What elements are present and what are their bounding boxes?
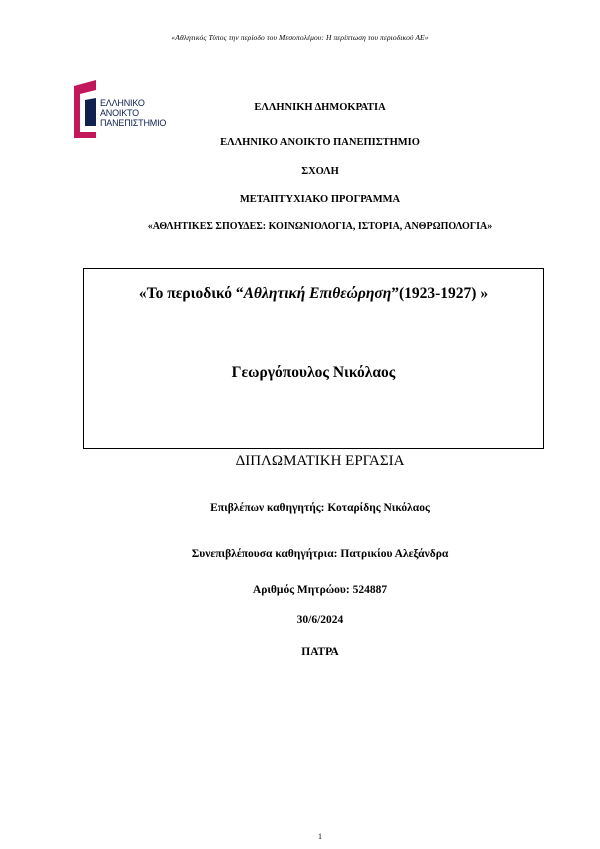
- co-supervisor: Συνεπιβλέπουσα καθηγήτρια: Πατρικίου Αλεξάνδρα: [191, 548, 449, 560]
- logo-line-2: ΑΝΟΙΚΤΟ: [100, 108, 139, 118]
- program-heading: ΜΕΤΑΠΤΥΧΙΑΚΟ ΠΡΟΓΡΑΜΜΑ: [239, 194, 401, 205]
- school-heading: ΣΧΟΛΗ: [301, 166, 339, 177]
- title-italic: Αθλητική Επιθεώρηση: [243, 285, 392, 302]
- logo-line-1: ΕΛΛΗΝΙΚΟ: [100, 98, 145, 108]
- thesis-title: [84, 285, 543, 303]
- page-number: 1: [318, 832, 322, 841]
- logo-line-3: ΠΑΝΕΠΙΣΤΗΜΙΟ: [100, 118, 167, 128]
- registration-number: Αριθμός Μητρώου: 524887: [252, 584, 388, 596]
- supervisor: Επιβλέπων καθηγητής: Κοταρίδης Νικόλαος: [210, 502, 430, 514]
- republic-heading: ΕΛΛΗΝΙΚΗ ΔΗΜΟΚΡΑΤΙΑ: [254, 102, 386, 113]
- running-header: «Αθλητικός Τύπος την περίοδο του Μεσοπολέμου: Η περίπτωση του περιοδικού ΑΕ»: [171, 33, 429, 42]
- title-box: [83, 268, 544, 449]
- author-name: Γεωργόπουλος Νικόλαος: [231, 364, 396, 381]
- program-name: «ΑΘΛΗΤΙΚΕΣ ΣΠΟΥΔΕΣ: ΚΟΙΝΩΝΙΟΛΟΓΙΑ, ΙΣΤΟΡΙΑ, ΑΝΘΡΩΠΟΛΟΓΙΑ»: [147, 221, 493, 232]
- document-type: ΔΙΠΛΩΜΑΤΙΚΗ ΕΡΓΑΣΙΑ: [235, 453, 405, 469]
- university-heading: ΕΛΛΗΝΙΚΟ ΑΝΟΙΚΤΟ ΠΑΝΕΠΙΣΤΗΜΙΟ: [220, 137, 420, 148]
- title-suffix: ”(1923-1927) »: [391, 285, 489, 302]
- title-prefix: «Το περιοδικό “: [138, 285, 244, 302]
- submission-date: 30/6/2024: [296, 614, 344, 626]
- city: ΠΑΤΡΑ: [301, 646, 339, 658]
